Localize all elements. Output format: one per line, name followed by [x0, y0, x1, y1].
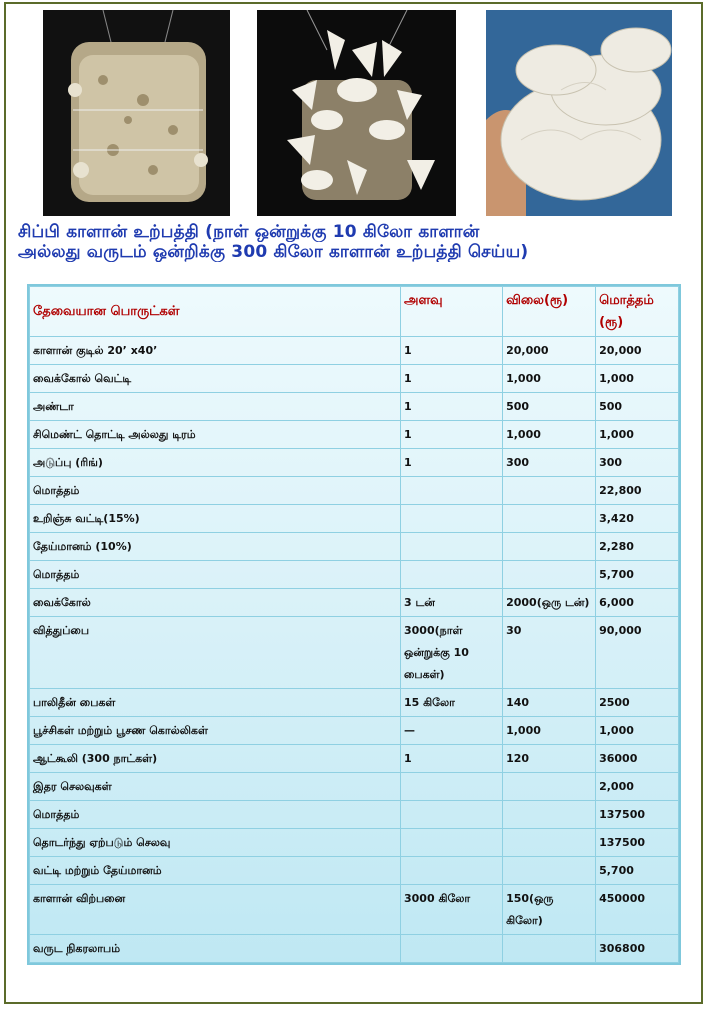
caption-line-1: சிப்பி காளான் உற்பத்தி (நாள் ஒன்றுக்கு 10 கிலோ காளான்: [18, 222, 480, 242]
cell-quantity: 3000(நாள் ஒன்றுக்கு 10 பைகள்): [401, 617, 503, 689]
cell-item: வருட நிகரலாபம்: [30, 935, 401, 963]
cell-quantity: 1: [401, 745, 503, 773]
cell-item: மொத்தம்: [30, 477, 401, 505]
cell-item: வித்துப்பை: [30, 617, 401, 689]
cell-price: 30: [503, 617, 596, 689]
cell-total: 300: [596, 449, 679, 477]
cell-total: 22,800: [596, 477, 679, 505]
table-row: [30, 533, 679, 561]
cell-total: 2,000: [596, 773, 679, 801]
cell-quantity: [401, 935, 503, 963]
table-row: [30, 393, 679, 421]
cell-price: 120: [503, 745, 596, 773]
table-row: [30, 561, 679, 589]
cell-quantity: 1: [401, 365, 503, 393]
photo-strip: [0, 0, 709, 220]
cell-quantity: [401, 505, 503, 533]
table-row: [30, 773, 679, 801]
cell-price: [503, 773, 596, 801]
cell-total: 3,420: [596, 505, 679, 533]
cell-item: வைக்கோல்: [30, 589, 401, 617]
cell-item: காளான் குடில் 20’ x40’: [30, 337, 401, 365]
caption-line-2: அல்லது வருடம் ஒன்றிக்கு 300 கிலோ காளான் உற்பத்தி செய்ய): [18, 242, 529, 262]
cell-total: 306800: [596, 935, 679, 963]
cell-item: அடுப்பு (ரிங்): [30, 449, 401, 477]
table-row: [30, 477, 679, 505]
table-row: [30, 589, 679, 617]
cell-price: [503, 829, 596, 857]
table-row: [30, 857, 679, 885]
mushroom-bag-photo: [43, 10, 230, 216]
cell-price: 1,000: [503, 421, 596, 449]
cell-total: 500: [596, 393, 679, 421]
cell-price: [503, 801, 596, 829]
cell-price: 1,000: [503, 717, 596, 745]
page-caption: [18, 222, 698, 262]
table-row: [30, 885, 679, 935]
cell-price: [503, 935, 596, 963]
cell-item: வைக்கோல் வெட்டி: [30, 365, 401, 393]
cell-item: பாலிதீன் பைகள்: [30, 689, 401, 717]
cell-total: 5,700: [596, 857, 679, 885]
cell-price: 300: [503, 449, 596, 477]
cell-quantity: [401, 477, 503, 505]
cell-item: அண்டா: [30, 393, 401, 421]
table-row: [30, 337, 679, 365]
cell-total: 137500: [596, 801, 679, 829]
table-row: [30, 365, 679, 393]
cell-quantity: 15 கிலோ: [401, 689, 503, 717]
header-price: விலை(ரூ): [503, 287, 596, 337]
cell-price: 500: [503, 393, 596, 421]
table-row: [30, 505, 679, 533]
header-total: மொத்தம் (ரூ): [596, 287, 679, 337]
cell-item: தொடர்ந்து ஏற்படும் செலவு: [30, 829, 401, 857]
cell-quantity: [401, 561, 503, 589]
mushroom-bag-fruiting-photo: [257, 10, 456, 216]
cell-item: இதர செலவுகள்: [30, 773, 401, 801]
cell-price: [503, 477, 596, 505]
cell-price: 20,000: [503, 337, 596, 365]
cell-total: 2500: [596, 689, 679, 717]
cell-quantity: —: [401, 717, 503, 745]
table-row: [30, 449, 679, 477]
cell-total: 1,000: [596, 717, 679, 745]
cell-item: மொத்தம்: [30, 801, 401, 829]
cell-item: தேய்மானம் (10%): [30, 533, 401, 561]
cell-item: பூச்சிகள் மற்றும் பூசண கொல்லிகள்: [30, 717, 401, 745]
header-item: தேவையான பொருட்கள்: [30, 287, 401, 337]
cell-price: [503, 505, 596, 533]
cell-total: 90,000: [596, 617, 679, 689]
cell-quantity: [401, 801, 503, 829]
table-row: [30, 829, 679, 857]
cell-total: 2,280: [596, 533, 679, 561]
cell-quantity: 1: [401, 393, 503, 421]
cell-total: 1,000: [596, 365, 679, 393]
cell-quantity: 1: [401, 337, 503, 365]
cell-item: சிமெண்ட் தொட்டி அல்லது டிரம்: [30, 421, 401, 449]
cell-price: [503, 533, 596, 561]
cost-table: [27, 284, 681, 965]
table-row: [30, 935, 679, 963]
cell-quantity: 3000 கிலோ: [401, 885, 503, 935]
cell-price: 2000(ஒரு டன்): [503, 589, 596, 617]
table-row: [30, 421, 679, 449]
cell-item: வட்டி மற்றும் தேய்மானம்: [30, 857, 401, 885]
oyster-mushroom-hand-photo: [486, 10, 672, 216]
cell-quantity: 3 டன்: [401, 589, 503, 617]
cell-item: ஆட்கூலி (300 நாட்கள்): [30, 745, 401, 773]
cell-total: 450000: [596, 885, 679, 935]
table-row: [30, 745, 679, 773]
cell-quantity: [401, 857, 503, 885]
cell-total: 36000: [596, 745, 679, 773]
cell-total: 20,000: [596, 337, 679, 365]
table-row: [30, 717, 679, 745]
cell-quantity: [401, 829, 503, 857]
cell-item: மொத்தம்: [30, 561, 401, 589]
cell-total: 5,700: [596, 561, 679, 589]
cell-price: 150(ஒரு கிலோ): [503, 885, 596, 935]
cell-total: 1,000: [596, 421, 679, 449]
table-header-row: [30, 287, 679, 337]
table-row: [30, 617, 679, 689]
cell-price: [503, 561, 596, 589]
table-row: [30, 689, 679, 717]
cell-item: உறிஞ்சு வட்டி(15%): [30, 505, 401, 533]
cell-price: 1,000: [503, 365, 596, 393]
cell-total: 137500: [596, 829, 679, 857]
cell-item: காளான் விற்பனை: [30, 885, 401, 935]
cell-quantity: 1: [401, 449, 503, 477]
cell-price: [503, 857, 596, 885]
cell-quantity: 1: [401, 421, 503, 449]
table-row: [30, 801, 679, 829]
cell-price: 140: [503, 689, 596, 717]
cell-total: 6,000: [596, 589, 679, 617]
cell-quantity: [401, 773, 503, 801]
cell-quantity: [401, 533, 503, 561]
header-quantity: அளவு: [401, 287, 503, 337]
